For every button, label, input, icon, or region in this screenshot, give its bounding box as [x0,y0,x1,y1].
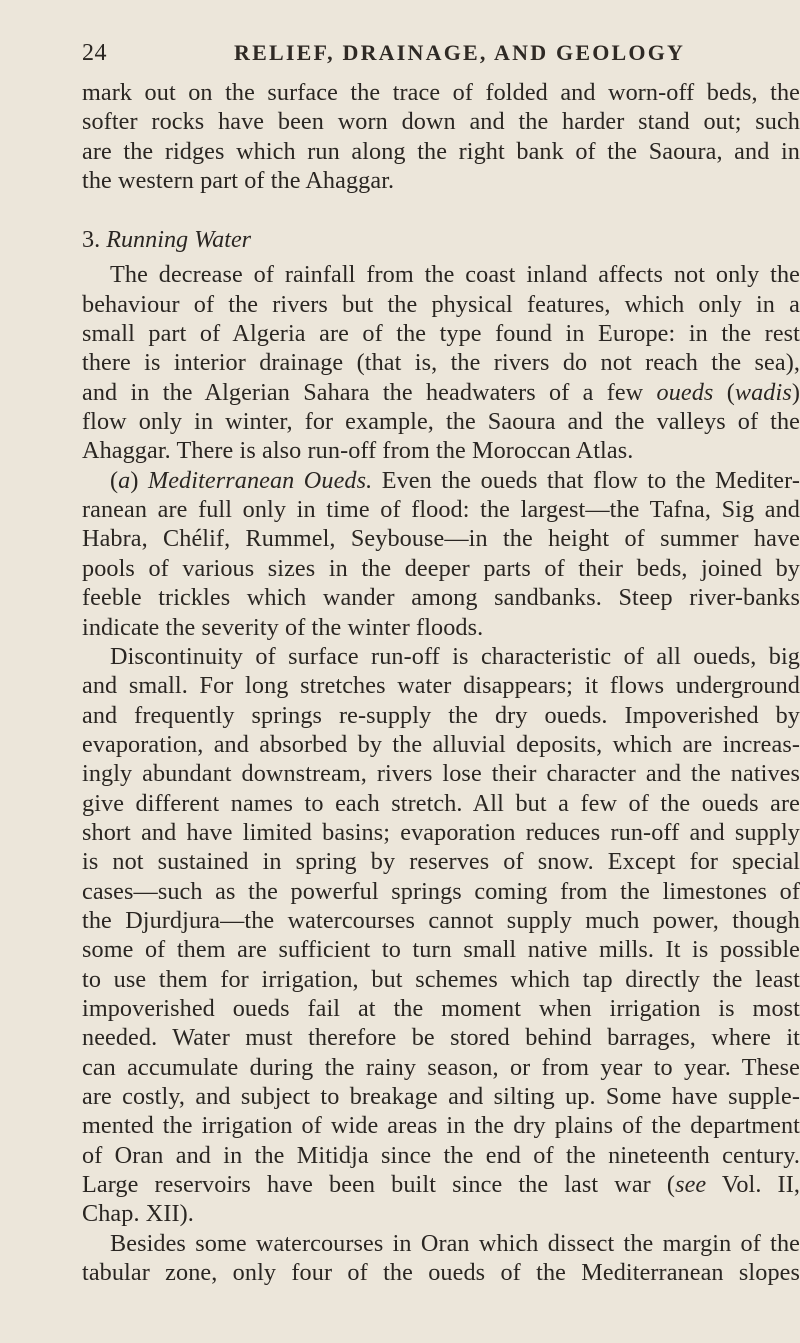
text-line: indicate the severity of the winter floods. [82,613,484,641]
text-line: some of them are sufficient to turn small native mills. It is possible [82,936,800,964]
text-line: The decrease of rainfall from the coast inland affects not only the [110,261,800,289]
text-line: give different names to each stretch. All but a few of the oueds are [82,789,800,817]
text-line: softer rocks have been worn down and the harder stand out; such [82,108,800,136]
text-line: needed. Water must therefore be stored behind barrages, where it [82,1024,800,1052]
text-line: and in the Algerian Sahara the headwaters of a few oueds (wadis) [82,378,800,406]
text-line: the western part of the Ahaggar. [82,167,395,195]
intro-paragraph [82,78,800,195]
text-line: Chap. XII). [82,1200,194,1228]
text-line: Besides some watercourses in Oran which dissect the margin of the [110,1229,800,1257]
text-line: mark out on the surface the trace of folded and worn-off beds, the [82,79,800,106]
section-number: 3. [82,226,101,254]
text-line: evaporation, and absorbed by the alluvial deposits, which are increas- [82,730,800,758]
paragraph-discontinuity [82,642,800,1229]
text-line: and small. For long stretches water disappears; it flows underground [82,672,800,700]
text-line: Habra, Chélif, Rummel, Seybouse—in the height of summer have [82,525,800,553]
text-line: and frequently springs re-supply the dry oueds. Impoverished by [82,701,800,729]
text-line: feeble trickles which wander among sandbanks. Steep river-banks [82,584,800,612]
text-line: (a) Mediterranean Oueds. Even the oueds that flow to the Mediter- [110,466,800,494]
text-line: Discontinuity of surface run-off is characteristic of all oueds, big [110,642,800,670]
text-line: tabular zone, only four of the oueds of the Mediterranean slopes [82,1259,800,1287]
text-line: can accumulate during the rainy season, or from year to year. These [82,1053,800,1081]
text-line: is not sustained in spring by reserves of snow. Except for special [82,848,800,876]
text-line: pools of various sizes in the deeper parts of their beds, joined by [82,554,800,582]
page-number: 24 [82,40,107,66]
text-line: cases—such as the powerful springs coming from the limestones of [82,877,800,905]
text-line: Large reservoirs have been built since the last war (see Vol. II, [82,1171,800,1199]
page-header [82,40,800,78]
paragraph-besides [82,1229,800,1288]
text-line: mented the irrigation of wide areas in the dry plains of the department [82,1112,800,1140]
text-line: Ahaggar. There is also run-off from the Moroccan Atlas. [82,437,634,465]
text-line: ranean are full only in time of flood: the largest—the Tafna, Sig and [82,496,800,524]
running-head: RELIEF, DRAINAGE, AND GEOLOGY [234,40,686,65]
text-line: to use them for irrigation, but schemes which tap directly the least [82,965,800,993]
text-line: are costly, and subject to breakage and silting up. Some have supple- [82,1083,800,1110]
paragraph-running-water [82,260,800,465]
paragraph-mediterranean-oueds [82,466,800,642]
text-line: impoverished oueds fail at the moment when irrigation is most [82,994,800,1022]
text-line: there is interior drainage (that is, the rivers do not reach the sea), [82,349,800,377]
text-line: small part of Algeria are of the type found in Europe: in the rest [82,320,800,348]
section-heading [82,225,800,254]
text-line: of Oran and in the Mitidja since the end of the nineteenth century. [82,1141,800,1169]
text-line: the Djurdjura—the watercourses cannot supply much power, though [82,906,800,934]
text-line: short and have limited basins; evaporation reduces run-off and supply [82,818,800,846]
text-line: behaviour of the rivers but the physical features, which only in a [82,290,800,318]
section-title: Running Water [106,226,252,254]
text-line: are the ridges which run along the right bank of the Saoura, and in [82,137,800,165]
text-line: ingly abundant downstream, rivers lose their character and the natives [82,760,800,788]
text-line: flow only in winter, for example, the Saoura and the valleys of the [82,408,800,436]
